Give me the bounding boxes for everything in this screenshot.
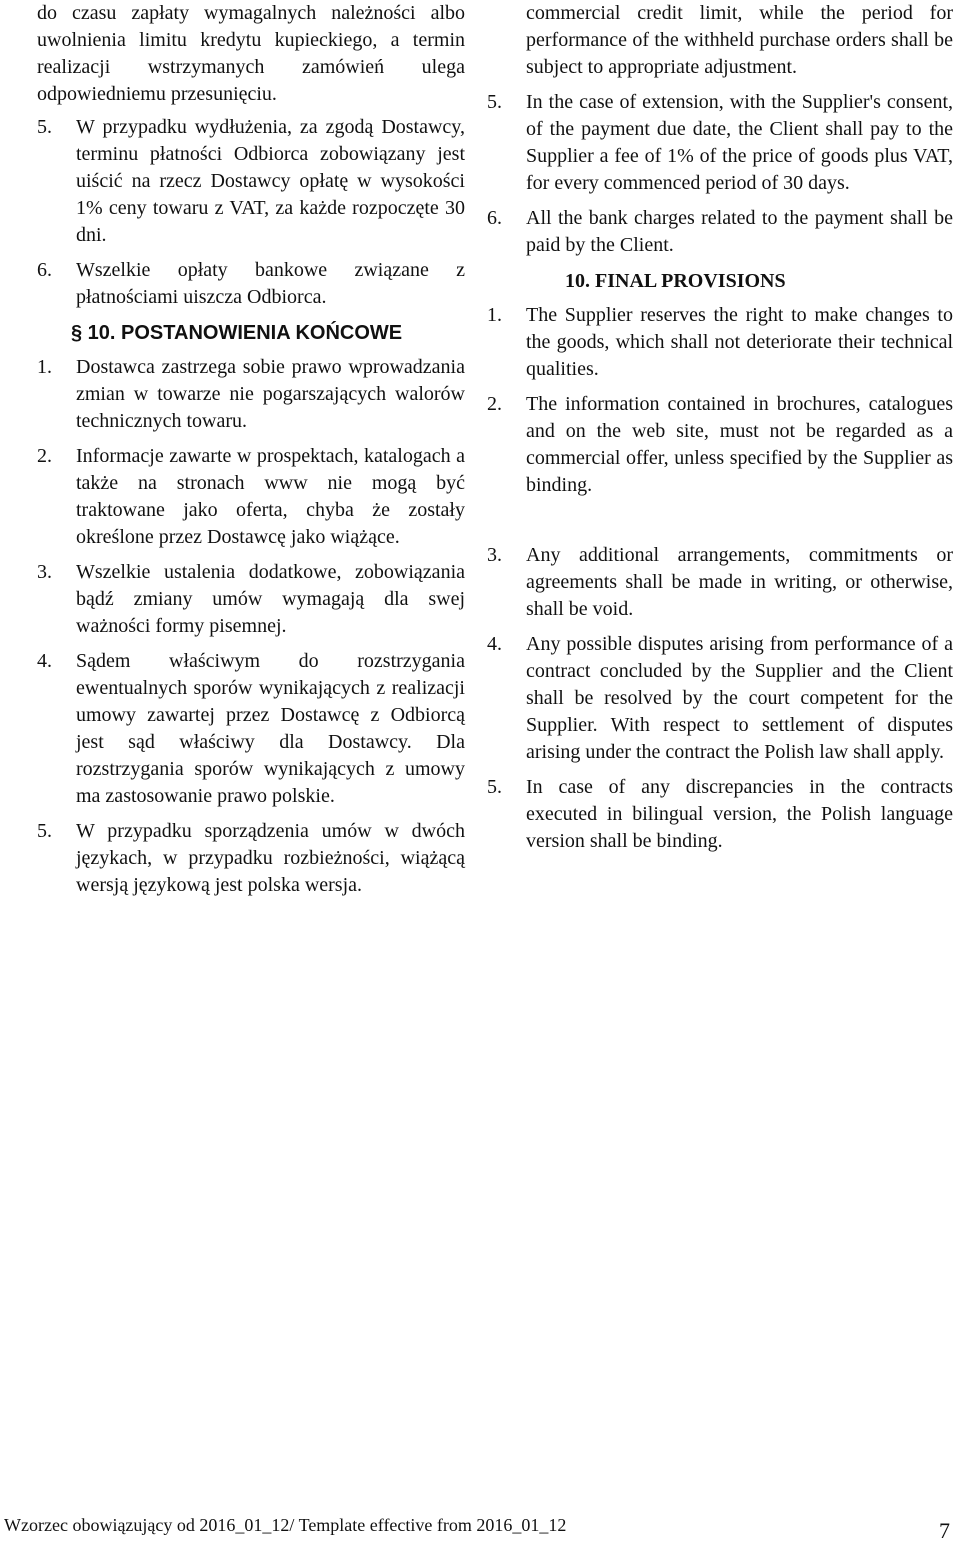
item-number: 2. [487,393,502,415]
list-item [487,302,953,383]
list-item [37,354,465,435]
section-heading: § 10. POSTANOWIENIA KOŃCOWE [71,322,403,344]
item-number: 6. [487,207,502,229]
item-number: 3. [37,561,52,583]
item-text: In the case of extension, with the Supplier's consent, of the payment due date, the Client shall pay to the Supplier a fee of 1% of the price of goods plus VAT, for every commenced period of 30 days. [526,91,953,194]
item-number: 6. [37,259,52,281]
item-text: Sądem właściwym do rozstrzygania ewentualnych sporów wynikających z realizacji umowy zawartej przez Dostawcę z Odbiorcą jest sąd właściwy dla Dostawcy. Dla rozstrzygania sporów wynikających z umowy ma zastosowanie prawo polskie. [76,650,465,807]
page-number: 7 [939,1518,950,1543]
item-text: In case of any discrepancies in the contracts executed in bilingual version, the Polish language version shall be binding. [526,776,953,852]
polish-column [37,0,465,899]
list-item [487,391,953,499]
list-item [37,443,465,551]
item-text: Dostawca zastrzega sobie prawo wprowadzania zmian w towarze nie pogarszających walorów technicznych towaru. [76,356,465,432]
footer-text: Wzorzec obowiązujący od 2016_01_12/ Template effective from 2016_01_12 [4,1515,567,1535]
item-text: Informacje zawarte w prospektach, katalogach a także na stronach www nie mogą być traktowane jako oferta, chyba że zostały określone przez Dostawcę jako wiążące. [76,445,465,548]
item-text: The Supplier reserves the right to make changes to the goods, which shall not deteriorate their technical qualities. [526,304,953,380]
section-heading: 10. FINAL PROVISIONS [565,270,786,292]
item-number: 5. [37,820,52,842]
item-text: All the bank charges related to the payment shall be paid by the Client. [526,207,953,256]
list-item [37,559,465,640]
item-number: 5. [37,116,52,138]
item-number: 1. [37,356,52,378]
item-number: 2. [37,445,52,467]
list-item [487,631,953,766]
item-text: The information contained in brochures, catalogues and on the web site, must not be regarded as a commercial offer, unless specified by the Supplier as binding. [526,393,953,496]
list-item [487,205,953,259]
item-number: 5. [487,776,502,798]
english-column [487,0,953,855]
item-number: 4. [37,650,52,672]
item-number: 1. [487,304,502,326]
item-number: 4. [487,633,502,655]
list-item [37,114,465,249]
item-number: 5. [487,91,502,113]
item-text: Wszelkie opłaty bankowe związane z płatnościami uiszcza Odbiorca. [76,259,465,308]
continuation-paragraph: do czasu zapłaty wymagalnych należności albo uwolnienia limitu kredytu kupieckiego, a termin realizacji wstrzymanych zamówień ulega odpowiedniemu przesunięciu. [37,2,465,105]
item-text: Any possible disputes arising from performance of a contract concluded by the Supplier and the Client shall be resolved by the court competent for the Supplier. With respect to settlement of disputes arising under the contract the Polish law shall apply. [526,633,953,763]
item-number: 3. [487,544,502,566]
list-item [487,89,953,197]
item-text: Any additional arrangements, commitments or agreements shall be made in writing, or otherwise, shall be void. [526,544,953,620]
list-item [37,648,465,810]
list-item [487,774,953,855]
list-item [37,818,465,899]
list-item [37,257,465,311]
item-text: W przypadku wydłużenia, za zgodą Dostawcy, terminu płatności Odbiorca zobowiązany jest uiścić na rzecz Dostawcy opłatę w wysokości 1% ceny towaru z VAT, za każde rozpoczęte 30 dni. [76,116,465,246]
item-text: W przypadku sporządzenia umów w dwóch językach, w przypadku rozbieżności, wiążącą wersją językową jest polska wersja. [76,820,465,896]
item-text: Wszelkie ustalenia dodatkowe, zobowiązania bądź zmiany umów wymagają dla swej ważności formy pisemnej. [76,561,465,637]
continuation-paragraph: commercial credit limit, while the period for performance of the withheld purchase orders shall be subject to appropriate adjustment. [526,2,953,78]
list-item [487,542,953,623]
